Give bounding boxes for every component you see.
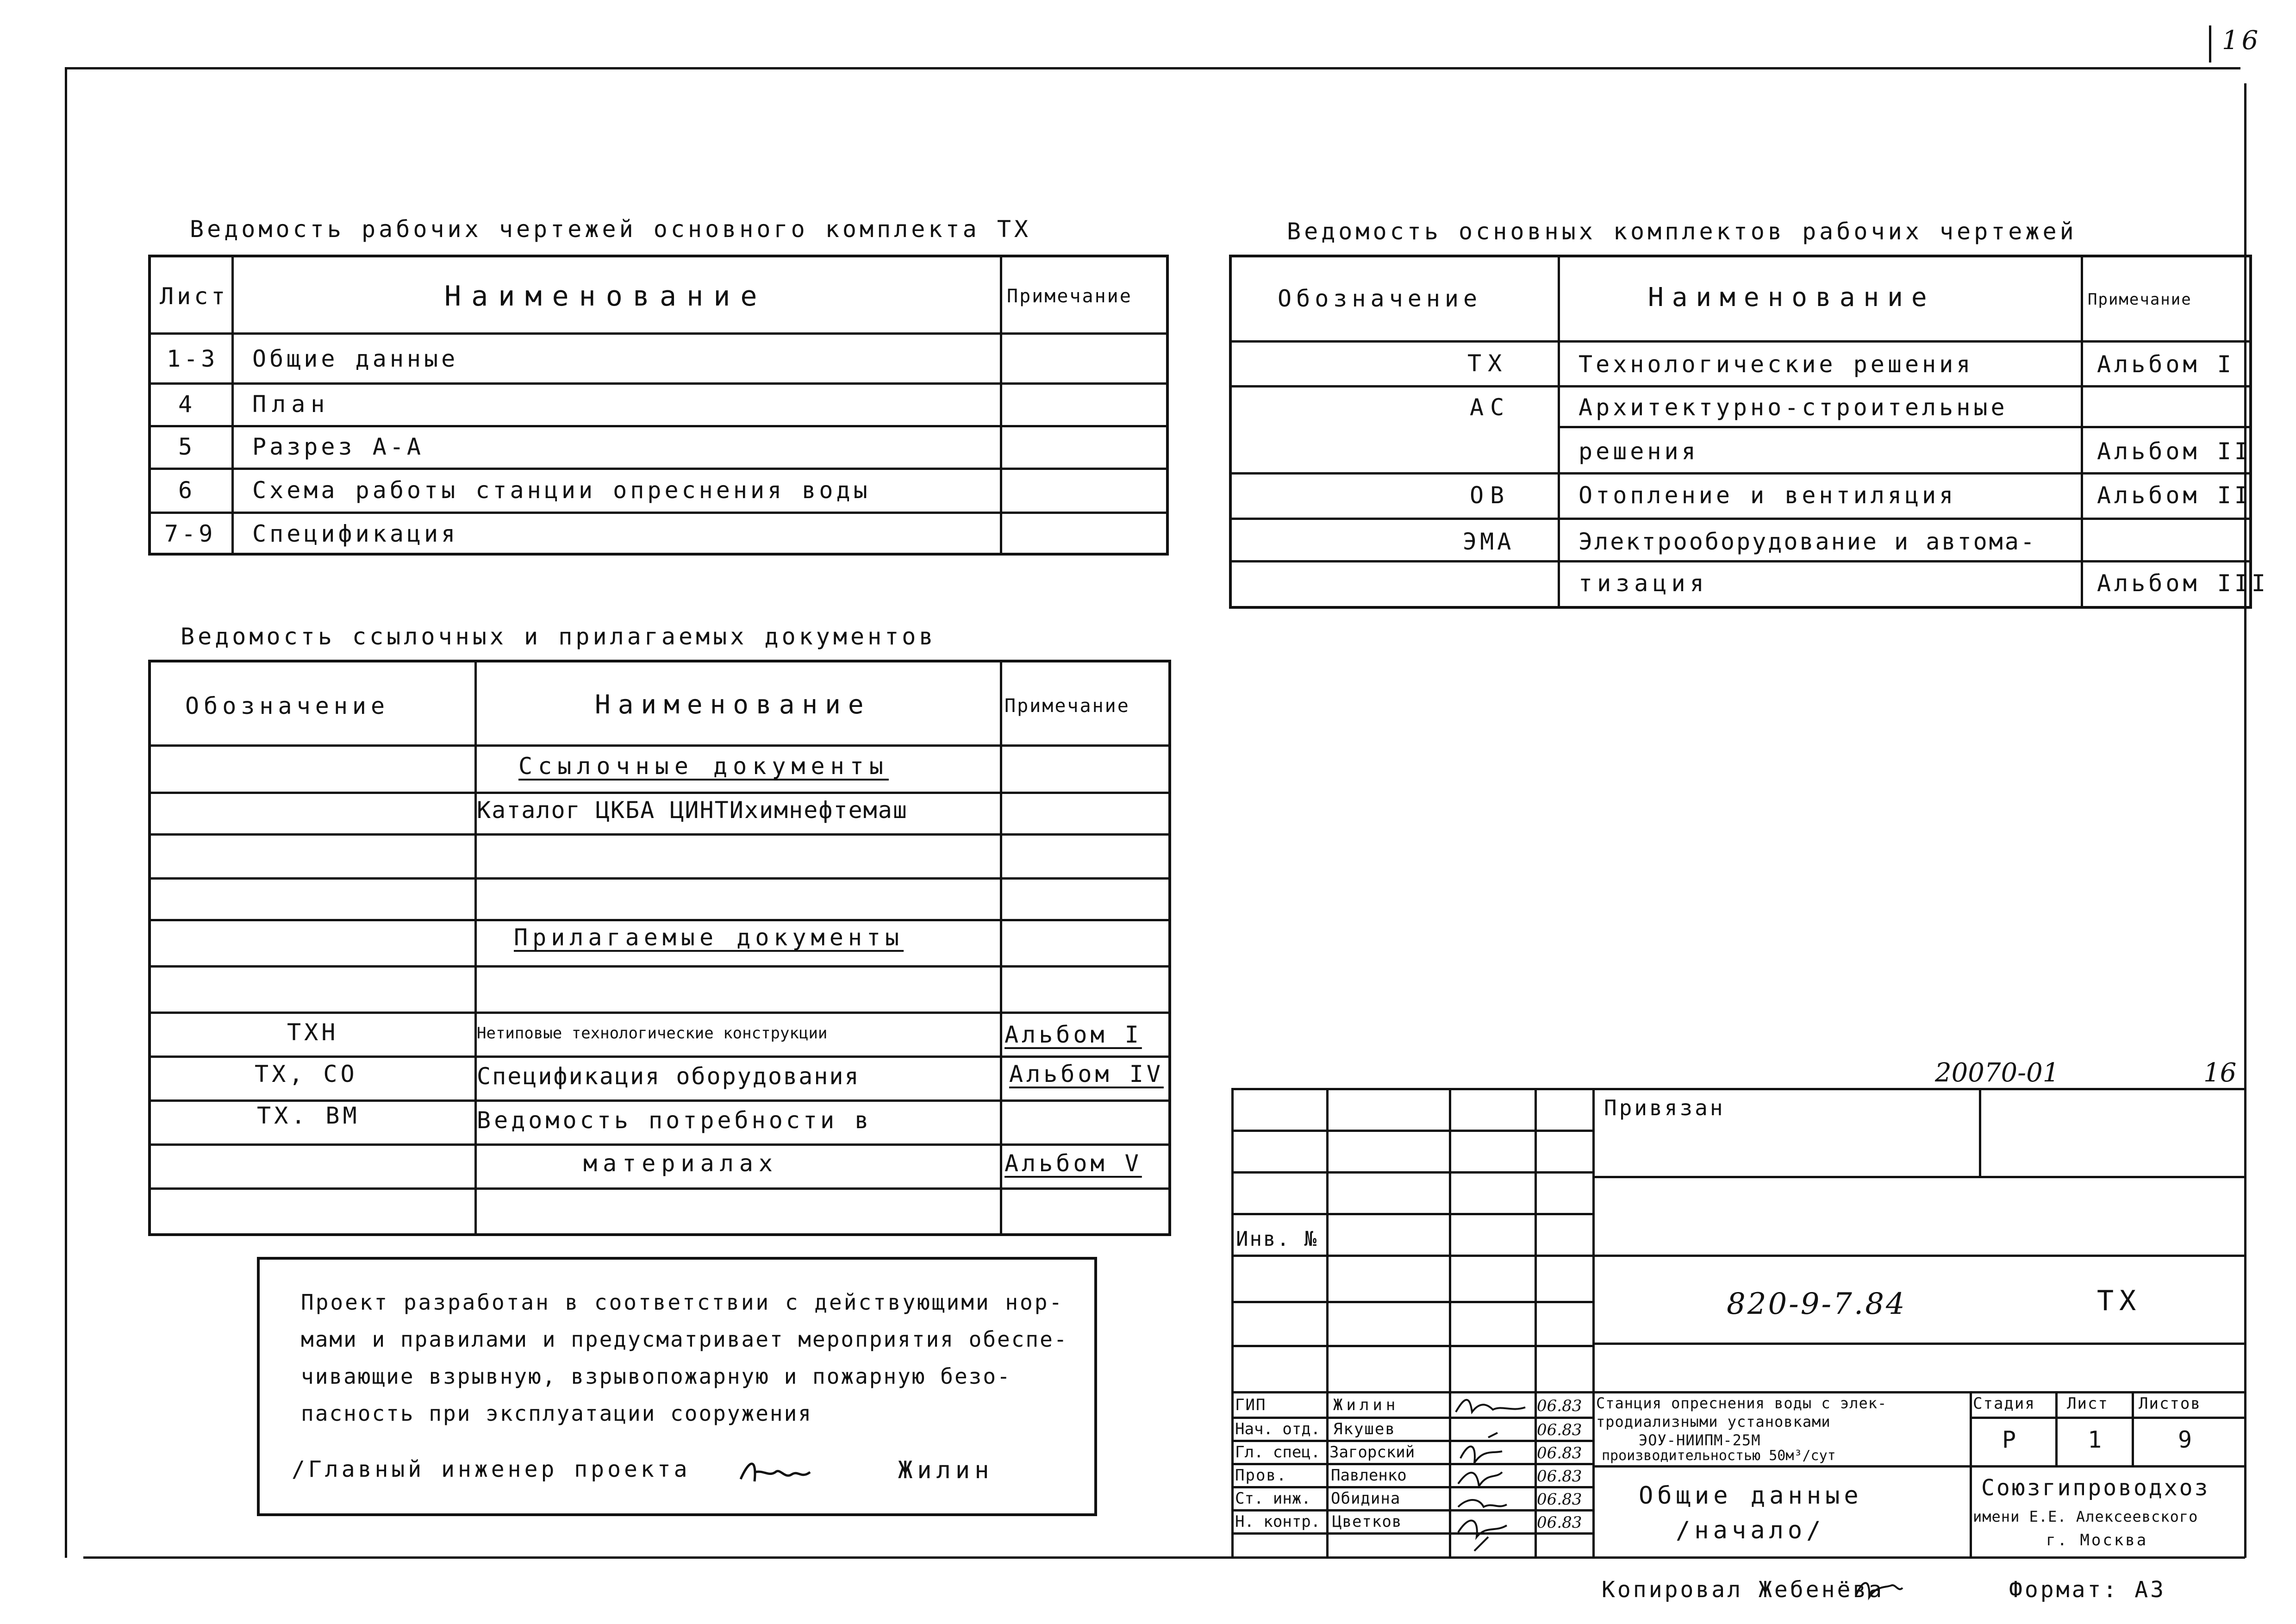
project-name-line: ЭОУ-НИИПМ-25М [1639, 1431, 1761, 1449]
sheet-label: Лист [2067, 1394, 2109, 1413]
staff-role: Пров. [1235, 1466, 1287, 1485]
main-sets-row-line [1229, 560, 2252, 562]
tb-staff-line [1231, 1509, 1592, 1512]
ref-docs-row-line [148, 919, 1171, 921]
tb-left-line [1231, 1301, 1592, 1303]
note-line: Проект разработан в соответствии с действующими нор- [301, 1290, 1064, 1315]
copied-by: Копировал Жебенёва [1602, 1577, 1884, 1603]
staff-role: Н. контр. [1235, 1512, 1321, 1531]
tb-staff-line [1231, 1417, 1592, 1419]
table-row-name: Ведомость потребности в [477, 1107, 872, 1134]
header-name: Наименование [1648, 282, 1935, 312]
header-sheet: Лист [160, 283, 229, 310]
table-row-sheet: 4 [178, 391, 196, 418]
frame-top [65, 67, 2240, 69]
tb-stage-sep [2055, 1391, 2058, 1465]
tb-staff-line [1231, 1440, 1592, 1442]
tb-stage-sep [1970, 1391, 1972, 1558]
main-drawings-col2 [1000, 255, 1002, 556]
staff-role: Ст. инж. [1235, 1489, 1311, 1508]
table-row-name: Общие данные [252, 345, 459, 372]
tb-left-line [1231, 1255, 1592, 1257]
tb-line [1970, 1465, 2245, 1468]
tb-left-line [1231, 1130, 1592, 1132]
table-row-code: АС [1470, 394, 1511, 421]
drawing-title: Общие данные [1639, 1482, 1863, 1510]
table-row-name: материалах [583, 1150, 779, 1177]
frame-left [65, 67, 67, 1558]
table-row-name: Прилагаемые документы [514, 924, 904, 951]
project-name-line: производительностью 50м³/сут [1602, 1448, 1836, 1464]
staff-name: Обидина [1331, 1489, 1401, 1508]
organization-line: имени Е.Е. Алексеевского [1973, 1508, 2198, 1525]
ref-docs-row-line [148, 877, 1171, 880]
staff-name: Якушев [1333, 1420, 1396, 1438]
staff-date: 06.83 [1537, 1490, 1582, 1509]
tb-top [1231, 1088, 2245, 1090]
main-sets-header-line [1229, 340, 2252, 343]
organization-name: Союзгипроводхоз [1981, 1475, 2210, 1501]
tb-line [1592, 1255, 2245, 1257]
staff-date: 06.83 [1537, 1444, 1582, 1462]
tb-staff-line [1231, 1532, 1592, 1535]
main-drawings-row-line [148, 382, 1169, 385]
project-name-line: тродиализными установками [1596, 1413, 1831, 1430]
table-row-name: решения [1578, 438, 1699, 465]
document-mark: ТХ [2097, 1285, 2142, 1317]
corner-mark [2209, 25, 2211, 62]
signature-mark [736, 1454, 829, 1491]
table-row-note: Альбом IV [1009, 1061, 1164, 1087]
frame-bottom [83, 1556, 2245, 1559]
table-row-name: Технологические решения [1578, 351, 1974, 378]
table-row-code: ОВ [1470, 482, 1511, 509]
table-row-note: Альбом I [2097, 351, 2234, 378]
ref-docs-row-line [148, 833, 1171, 836]
staff-date: 06.83 [1537, 1397, 1582, 1415]
header-code: Обозначение [1278, 285, 1482, 312]
tb-left-line [1231, 1171, 1592, 1174]
table-row-name: Спецификация [252, 520, 459, 547]
main-sets-row-line [1558, 426, 2252, 428]
ref-docs-header-line [148, 744, 1171, 747]
tb-line [1231, 1391, 2245, 1393]
ref-docs-row-line [148, 965, 1171, 968]
table-row-name: План [252, 391, 331, 418]
staff-role: Нач. отд. [1235, 1420, 1321, 1438]
header-name: Наименование [595, 690, 871, 720]
table-row-name: Ссылочные документы [518, 753, 889, 780]
ref-docs-row-line [148, 1143, 1171, 1146]
stage-label: Стадия [1973, 1394, 2035, 1413]
main-drawings-title: Ведомость рабочих чертежей основного комплекта ТХ [190, 216, 1032, 243]
table-row-code: ЭМА [1463, 528, 1515, 555]
table-row-note: Альбом II [2097, 438, 2252, 465]
staff-name: Загорский [1329, 1443, 1415, 1462]
main-sets-title: Ведомость основных комплектов рабочих чертежей [1287, 218, 2077, 245]
tb-stage-sep [2132, 1391, 2134, 1465]
stamp-sheet: 16 [2203, 1058, 2237, 1088]
header-note: Примечание [1007, 286, 1132, 307]
ref-docs-row-line [148, 1099, 1171, 1102]
ref-docs-title: Ведомость ссылочных и прилагаемых документов [181, 623, 936, 650]
table-row-note: Альбом I [1004, 1021, 1142, 1048]
main-drawings-row-line [148, 425, 1169, 427]
table-row-name: тизация [1578, 570, 1709, 597]
table-row-name: Разрез А-А [252, 433, 424, 460]
sheet-number-top: 16 [2222, 25, 2262, 56]
tb-left-line [1231, 1213, 1592, 1215]
organization-city: г. Москва [2046, 1531, 2148, 1549]
stage-value: Р [2002, 1426, 2020, 1453]
tb-staff-line [1231, 1463, 1592, 1465]
table-row-sheet: 6 [178, 477, 196, 504]
ref-docs-row-line [148, 1012, 1171, 1014]
sheets-label: Листов [2139, 1394, 2201, 1413]
note-line: пасность при эксплуатации сооружения [301, 1401, 812, 1426]
header-note: Примечание [1004, 695, 1130, 717]
main-sets-col2 [2081, 255, 2083, 609]
ref-docs-row-line [148, 792, 1171, 794]
drawing-subtitle: /начало/ [1676, 1517, 1825, 1544]
staff-name: Цветков [1332, 1512, 1402, 1531]
table-row-name: Нетиповые технологические конструкции [477, 1024, 828, 1043]
main-sets-row-line [1229, 472, 2252, 475]
table-row-name: Спецификация оборудования [477, 1063, 860, 1090]
tb-line [1970, 1417, 2245, 1419]
table-row-name: Отопление и вентиляция [1578, 482, 1957, 509]
staff-date: 06.83 [1537, 1513, 1582, 1532]
main-sets-row-line [1229, 518, 2252, 520]
table-row-name: Схема работы станции опреснения воды [252, 477, 871, 504]
table-row-note: Альбом II [2097, 482, 2252, 509]
project-name-line: Станция опреснения воды с элек- [1596, 1394, 1887, 1412]
main-sets-row-line [1229, 385, 2252, 387]
ref-docs-row-line [148, 1187, 1171, 1190]
main-sets-col1 [1558, 255, 1560, 609]
staff-name: Павленко [1331, 1466, 1407, 1485]
staff-signatures [1451, 1393, 1535, 1555]
main-drawings-row-line [148, 512, 1169, 514]
sheets-value: 9 [2178, 1426, 2196, 1453]
inventory-number-label: Инв. № [1236, 1227, 1318, 1251]
main-drawings-header-line [148, 332, 1169, 335]
header-note: Примечание [2088, 290, 2192, 309]
stamp-code: 20070-01 [1935, 1058, 2059, 1088]
table-row-note: Альбом V [1004, 1150, 1142, 1177]
table-row-sheet: 1-3 [167, 345, 218, 372]
privyazan-label: Привязан [1604, 1095, 1725, 1120]
table-row-note: Альбом III [2097, 570, 2269, 597]
header-name: Наименование [444, 280, 767, 312]
document-code: 820-9-7.84 [1727, 1287, 1907, 1321]
note-line: чивающие взрывную, взрывопожарную и пожарную безо- [301, 1364, 1011, 1389]
tb-line [1592, 1343, 2245, 1345]
tb-staff-line [1231, 1486, 1592, 1488]
tb-line [1592, 1465, 1970, 1468]
table-row-sheet: 7-9 [164, 520, 216, 547]
table-row-code: ТХ [1467, 350, 1509, 377]
staff-role: ГИП [1235, 1396, 1267, 1414]
tb-left-line [1231, 1345, 1592, 1347]
table-row-name: Архитектурно-строительные [1578, 394, 2008, 421]
staff-date: 06.83 [1537, 1467, 1582, 1486]
table-row-code: ТХ, СО [255, 1061, 358, 1087]
note-line: мами и правилами и предусматривает мероприятия обеспе- [301, 1327, 1068, 1352]
sheet-value: 1 [2088, 1426, 2105, 1453]
header-code: Обозначение [185, 693, 390, 719]
table-row-code: ТХН [287, 1019, 339, 1046]
copier-signature [1852, 1572, 1907, 1604]
tb-privyazan-sep [1979, 1088, 1981, 1176]
sheet-format: Формат: А3 [2009, 1577, 2166, 1603]
table-row-name: Каталог ЦКБА ЦИНТИхимнефтемаш [477, 797, 908, 824]
staff-date: 06.83 [1537, 1421, 1582, 1439]
tb-line [1592, 1176, 2245, 1178]
staff-role: Гл. спец. [1235, 1443, 1321, 1462]
staff-name: Жилин [1333, 1396, 1399, 1414]
main-drawings-col1 [231, 255, 234, 556]
chief-engineer-name: Жилин [898, 1456, 994, 1484]
chief-engineer-label: /Главный инженер проекта [292, 1456, 691, 1482]
table-row-sheet: 5 [178, 433, 196, 460]
table-row-name: Электрооборудование и автома- [1578, 528, 2036, 555]
main-drawings-row-line [148, 468, 1169, 470]
ref-docs-row-line [148, 1056, 1171, 1058]
tb-sep [1592, 1088, 1595, 1558]
table-row-code: ТХ. ВМ [257, 1102, 360, 1129]
